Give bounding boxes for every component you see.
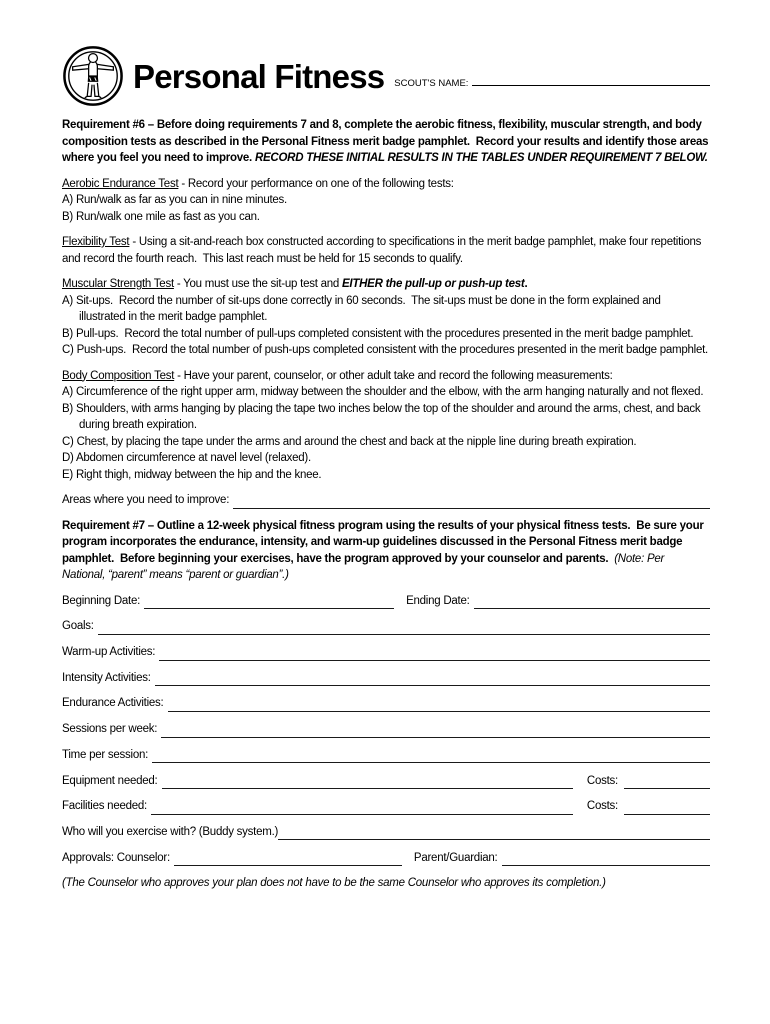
scout-name-line[interactable] <box>472 75 710 86</box>
body-composition-item-c: C) Chest, by placing the tape under the arms and around the chest and back at the nipple line during breath expiration. <box>62 435 637 448</box>
muscular-section-desc-end: . <box>524 278 528 290</box>
facilities-costs-line[interactable] <box>624 803 710 815</box>
flexibility-section-title: Flexibility Test <box>62 236 130 248</box>
requirement-7-text: Requirement #7 – Outline a 12-week physical fitness program using the results of your physical fitness tests. Be sure your program incorporates the endurance, intensity, and warm-up guidelines discussed in the Personal Fitness merit badge pamphlet. Before beginning your exercises, have the program approved by your counselor and parents. <box>62 519 707 565</box>
muscular-section-emphasis: EITHER the pull-up or push-up test <box>341 278 525 290</box>
field-goals <box>62 618 710 635</box>
equipment-costs-line[interactable] <box>624 777 710 789</box>
field-equipment-needed <box>62 773 710 790</box>
warmup-activities-line[interactable] <box>159 649 710 661</box>
field-sessions-per-week <box>62 721 710 738</box>
requirement-6-paragraph <box>62 117 710 167</box>
aerobic-section-title: Aerobic Endurance Test <box>62 177 179 190</box>
requirement-7-note: (Note: Per National, “parent” means “parent or guardian”.) <box>62 552 668 582</box>
scout-name-label: SCOUT'S NAME: <box>394 78 469 90</box>
intensity-activities-label: Intensity Activities: <box>62 671 151 684</box>
requirement-6-text: Requirement #6 – Before doing requirements 7 and 8, complete the aerobic fitness, flexibility, muscular strength, and body composition tests as described in the Personal Fitness merit badge pamphlet. Record your results and identify those areas where you feel you need to improve. <box>62 119 712 164</box>
parent-guardian-label: Parent/Guardian: <box>413 851 498 864</box>
muscular-item-b: B) Pull-ups. Record the total number of pull-ups completed consistent with the procedures presented in the merit badge pamphlet. <box>62 327 694 340</box>
approvals-counselor-line[interactable] <box>174 854 402 866</box>
buddy-label: Who will you exercise with? (Buddy system.) <box>62 825 279 838</box>
areas-improve-line[interactable] <box>233 497 710 509</box>
endurance-activities-line[interactable] <box>168 700 710 712</box>
field-areas-improve <box>62 492 710 509</box>
field-dates <box>62 593 710 610</box>
goals-label: Goals: <box>62 620 94 633</box>
field-intensity-activities <box>62 670 710 687</box>
facilities-needed-label: Facilities needed: <box>62 800 147 813</box>
body-composition-item-a: A) Circumference of the right upper arm, midway between the shoulder and the elbow, with the arm hanging naturally and not flexed. <box>62 386 704 398</box>
aerobic-item-a: A) Run/walk as far as you can in nine minutes. <box>62 194 288 206</box>
body-composition-section-title: Body Composition Test <box>62 369 175 382</box>
sessions-per-week-label: Sessions per week: <box>62 723 158 736</box>
scout-name-field <box>394 75 710 93</box>
field-approvals <box>62 850 710 867</box>
field-warmup-activities <box>62 644 710 661</box>
endurance-activities-label: Endurance Activities: <box>62 697 164 710</box>
fitness-figure-emblem-icon <box>62 44 124 108</box>
counselor-footnote: (The Counselor who approves your plan does not have to be the same Counselor who approves its completion.) <box>62 877 606 890</box>
goals-line[interactable] <box>98 623 710 635</box>
requirement-6-emphasis: RECORD THESE INITIAL RESULTS IN THE TABLES UNDER REQUIREMENT 7 BELOW. <box>254 152 708 164</box>
muscular-section-desc: - You must use the sit-up test and <box>173 278 342 290</box>
muscular-section-title: Muscular Strength Test <box>62 278 174 290</box>
ending-date-label: Ending Date: <box>406 594 470 607</box>
flexibility-section-desc: - Using a sit-and-reach box constructed according to specifications in the merit badge pamphlet, make four repetitions and record the fourth reach. This last reach must be held for 15 seconds to qualify. <box>62 236 705 265</box>
page-title: Personal Fitness <box>133 57 385 95</box>
facilities-costs-label: Costs: <box>586 800 618 813</box>
field-facilities-needed <box>62 798 710 815</box>
parent-guardian-line[interactable] <box>502 854 711 866</box>
muscular-item-c: C) Push-ups. Record the total number of push-ups completed consistent with the procedures presented in the merit badge pamphlet. <box>62 344 708 356</box>
aerobic-item-b: B) Run/walk one mile as fast as you can. <box>62 210 260 223</box>
header <box>62 44 710 108</box>
requirement-7-paragraph <box>62 518 710 584</box>
body-composition-item-b: B) Shoulders, with arms hanging by placing the tape two inches below the top of the shoulder and around the arms, chest, and back during breath expiration. <box>62 402 704 431</box>
field-time-per-session <box>62 747 710 764</box>
intensity-activities-line[interactable] <box>155 674 710 686</box>
beginning-date-line[interactable] <box>144 597 394 609</box>
body-composition-item-d: D) Abdomen circumference at navel level (relaxed). <box>62 452 311 464</box>
beginning-date-label: Beginning Date: <box>62 594 141 607</box>
section-flexibility <box>62 234 710 267</box>
sessions-per-week-line[interactable] <box>161 726 710 738</box>
buddy-line[interactable] <box>278 828 710 840</box>
equipment-costs-label: Costs: <box>586 774 618 787</box>
field-buddy <box>62 824 710 841</box>
areas-improve-label: Areas where you need to improve: <box>62 494 230 506</box>
body-composition-item-e: E) Right thigh, midway between the hip and the knee. <box>62 468 322 481</box>
section-body-composition <box>62 368 710 484</box>
facilities-needed-line[interactable] <box>151 803 573 815</box>
warmup-activities-label: Warm-up Activities: <box>62 646 156 659</box>
muscular-item-a: A) Sit-ups. Record the number of sit-ups done correctly in 60 seconds. The sit-ups must be done in the form explained and illustrated in the merit badge pamphlet. <box>62 294 664 323</box>
aerobic-section-desc: - Record your performance on one of the following tests: <box>178 177 454 190</box>
approvals-counselor-label: Approvals: Counselor: <box>62 851 170 864</box>
time-per-session-label: Time per session: <box>62 748 149 761</box>
body-composition-section-desc: - Have your parent, counselor, or other adult take and record the following measurements: <box>174 369 613 382</box>
equipment-needed-line[interactable] <box>162 777 573 789</box>
field-endurance-activities <box>62 695 710 712</box>
ending-date-line[interactable] <box>474 597 710 609</box>
time-per-session-line[interactable] <box>152 751 710 763</box>
section-aerobic-endurance <box>62 176 710 226</box>
equipment-needed-label: Equipment needed: <box>62 774 158 787</box>
section-muscular-strength <box>62 276 710 359</box>
